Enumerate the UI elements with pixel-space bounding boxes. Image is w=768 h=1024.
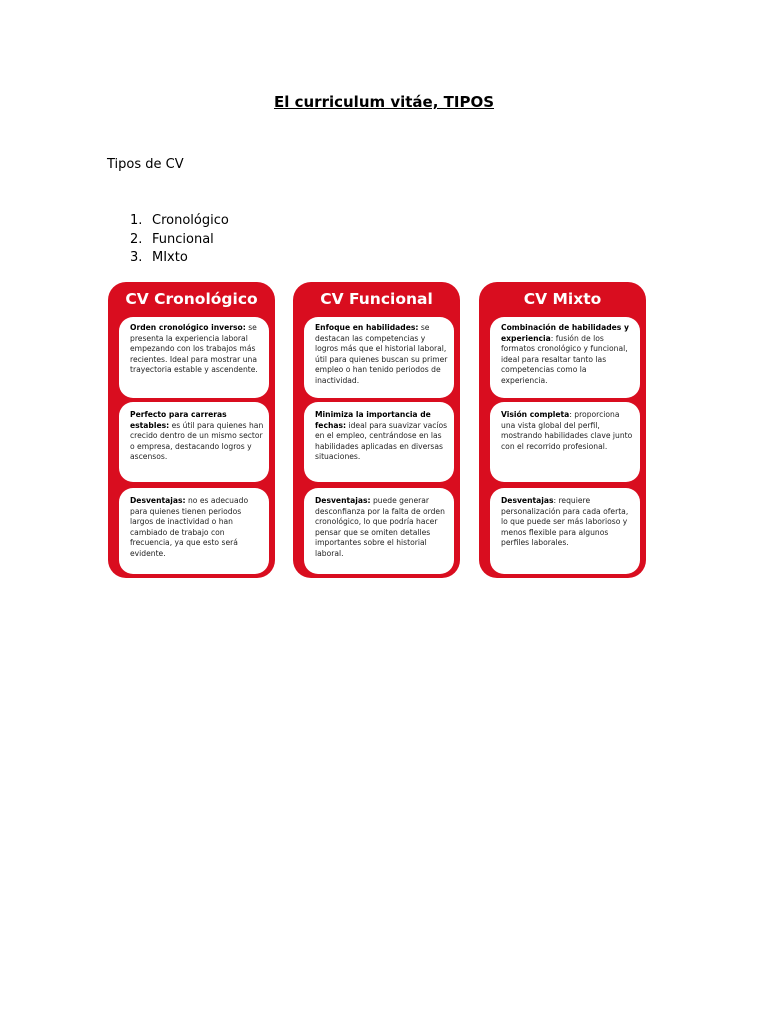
card-heading: Orden cronológico inverso: xyxy=(130,323,246,332)
card-text: : fusión de los formatos cronológico y funcional, ideal para resaltar tanto las competencias como la experiencia. xyxy=(501,333,628,385)
info-card xyxy=(304,317,454,398)
column-cv-cronologico xyxy=(108,282,275,578)
section-subtitle: Tipos de CV xyxy=(107,157,184,172)
list-item xyxy=(130,250,229,269)
cv-types-infographic xyxy=(108,282,658,578)
list-text: MIxto xyxy=(152,250,188,265)
card-text: es útil para quienes han crecido dentro de un mismo sector o empresa, destacando logros y ascensos. xyxy=(130,420,264,462)
card-text: puede generar desconfianza por la falta de orden cronológico, lo que podría hacer pensar que se omiten detalles importantes sobre el historial laboral. xyxy=(315,496,445,558)
list-item xyxy=(130,232,229,251)
column-cv-mixto xyxy=(479,282,646,578)
card-text: se presenta la experiencia laboral empezando con los trabajos más recientes. Ideal para mostrar una trayectoria estable y ascendente. xyxy=(130,323,258,375)
info-card xyxy=(490,488,640,574)
column-title: CV Mixto xyxy=(523,290,602,308)
document-title: El curriculum vitáe, TIPOS xyxy=(273,93,495,111)
list-number: 2. xyxy=(130,231,143,247)
column-title: CV Funcional xyxy=(320,290,433,308)
list-number: 1. xyxy=(130,213,143,228)
list-item xyxy=(130,213,229,232)
column-cv-funcional xyxy=(293,282,460,578)
card-heading: Combinación de habilidades y experiencia xyxy=(501,323,629,343)
card-heading: Desventajas xyxy=(501,496,554,505)
card-text: : requiere personalización para cada oferta, lo que puede ser más laborioso y menos flexible para algunos perfiles laborales. xyxy=(501,496,629,548)
list-text: Funcional xyxy=(152,231,214,247)
list-text: Cronológico xyxy=(152,213,229,228)
card-text: : proporciona una vista global del perfil, mostrando habilidades clave junto con el recorrido profesional. xyxy=(501,410,633,451)
info-card xyxy=(119,402,269,482)
column-title: CV Cronológico xyxy=(125,290,258,308)
card-text: ideal para suavizar vacíos en el empleo, centrándose en las habilidades aplicadas en diversas situaciones. xyxy=(315,420,448,462)
card-heading: Minimiza la importancia de fechas: xyxy=(315,410,431,430)
card-heading: Perfecto para carreras estables: xyxy=(130,410,227,430)
info-card xyxy=(119,488,269,574)
info-card xyxy=(119,317,269,398)
list-number: 3. xyxy=(130,250,143,265)
card-text: se destacan las competencias y logros más que el historial laboral, útil para quienes buscan su primer empleo o han tenido periodos de inactividad. xyxy=(315,323,448,385)
card-heading: Visión completa xyxy=(501,410,570,419)
card-text: no es adecuado para quienes tienen periodos largos de inactividad o han cambiado de trabajo con frecuencia, ya que esto será evidente. xyxy=(130,496,249,558)
info-card xyxy=(490,317,640,398)
info-card xyxy=(304,488,454,574)
card-heading: Desventajas: xyxy=(315,496,371,505)
info-card xyxy=(304,402,454,482)
cv-types-list xyxy=(130,213,229,269)
card-heading: Desventajas: xyxy=(130,496,186,505)
card-heading: Enfoque en habilidades: xyxy=(315,323,419,332)
info-card xyxy=(490,402,640,482)
